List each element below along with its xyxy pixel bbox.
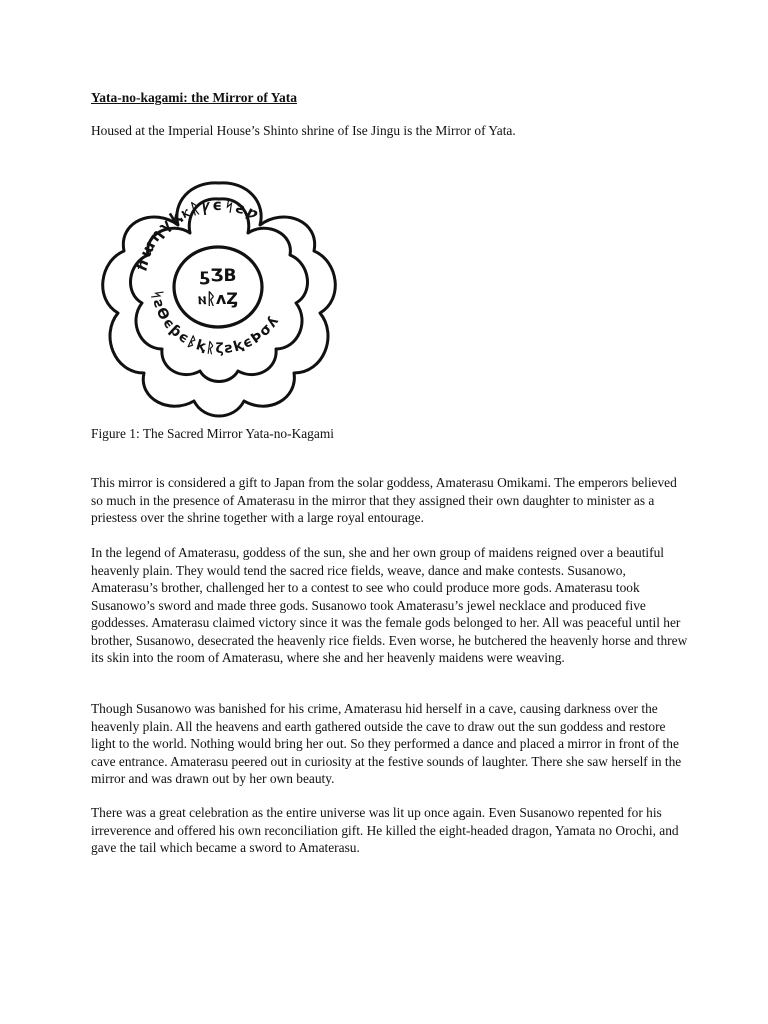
body-paragraph: In the legend of Amaterasu, goddess of the sun, she and her own group of maidens reigned over a beautiful heavenly plain. They would tend the sacred rice fields, weave, dance and make contests. Susanowo, Amaterasu’s brother, challenged her to a contest to see who could produce more gods. Amaterasu took Susanowo’s sword and made three gods. Susanowo took Amaterasu’s jewel necklace and produced five goddesses. Amaterasu claimed victory since it was the female gods belonged to her. All was peaceful until her brother, Susanowo, desecrated the heavenly rice fields. Even worse, he butchered the heavenly horse and threw its skin into the room of Amaterasu, where she and her heavenly maidens were weaving. xyxy=(91,545,688,665)
svg-text:ᛋƨϴϵƥϵᛒⱪᚱζƨⱪϵϷσʎ: ᛋƨϴϵƥϵᛒⱪᚱζƨⱪϵϷσʎ xyxy=(147,289,283,358)
figure-caption: Figure 1: The Sacred Mirror Yata-no-Kagami xyxy=(91,426,334,441)
svg-text:ℏɯηγⱪⲕᚱꝩϵᛋƨƿ: ℏɯηγⱪⲕᚱꝩϵᛋƨƿ xyxy=(132,195,264,272)
body-paragraph: This mirror is considered a gift to Japan from the solar goddess, Amaterasu Omikami. The emperors believed so much in the presence of Amaterasu in the mirror that they assigned their own daughter to minister as a priestess over the shrine together with a large royal entourage. xyxy=(91,475,677,525)
mirror-figure xyxy=(88,163,350,421)
document-title: Yata-no-kagami: the Mirror of Yata xyxy=(91,90,297,105)
body-paragraph: Though Susanowo was banished for his crime, Amaterasu hid herself in a cave, causing darkness over the heavenly plain. All the heavens and earth gathered outside the cave to draw out the sun goddess and restore light to the world. Nothing would bring her out. So they performed a dance and placed a mirror in front of the cave entrance. Amaterasu peered out in curiosity at the festive sounds of laughter. There she saw herself in the mirror and was drawn out by her own beauty. xyxy=(91,701,682,786)
svg-text:ƽƷΒ: ƽƷΒ xyxy=(199,266,237,286)
mirror-emblem-icon xyxy=(88,163,350,421)
body-paragraph: There was a great celebration as the entire universe was lit up once again. Even Susanowo repented for his irreverence and offered his own reconciliation gift. He killed the eight-headed dragon, Yamata no Orochi, and gave the tail which became a sword to Amaterasu. xyxy=(91,805,679,855)
intro-paragraph: Housed at the Imperial House’s Shinto shrine of Ise Jingu is the Mirror of Yata. xyxy=(91,123,516,138)
svg-text:ⲛᚱʌȤ: ⲛᚱʌȤ xyxy=(198,289,238,308)
